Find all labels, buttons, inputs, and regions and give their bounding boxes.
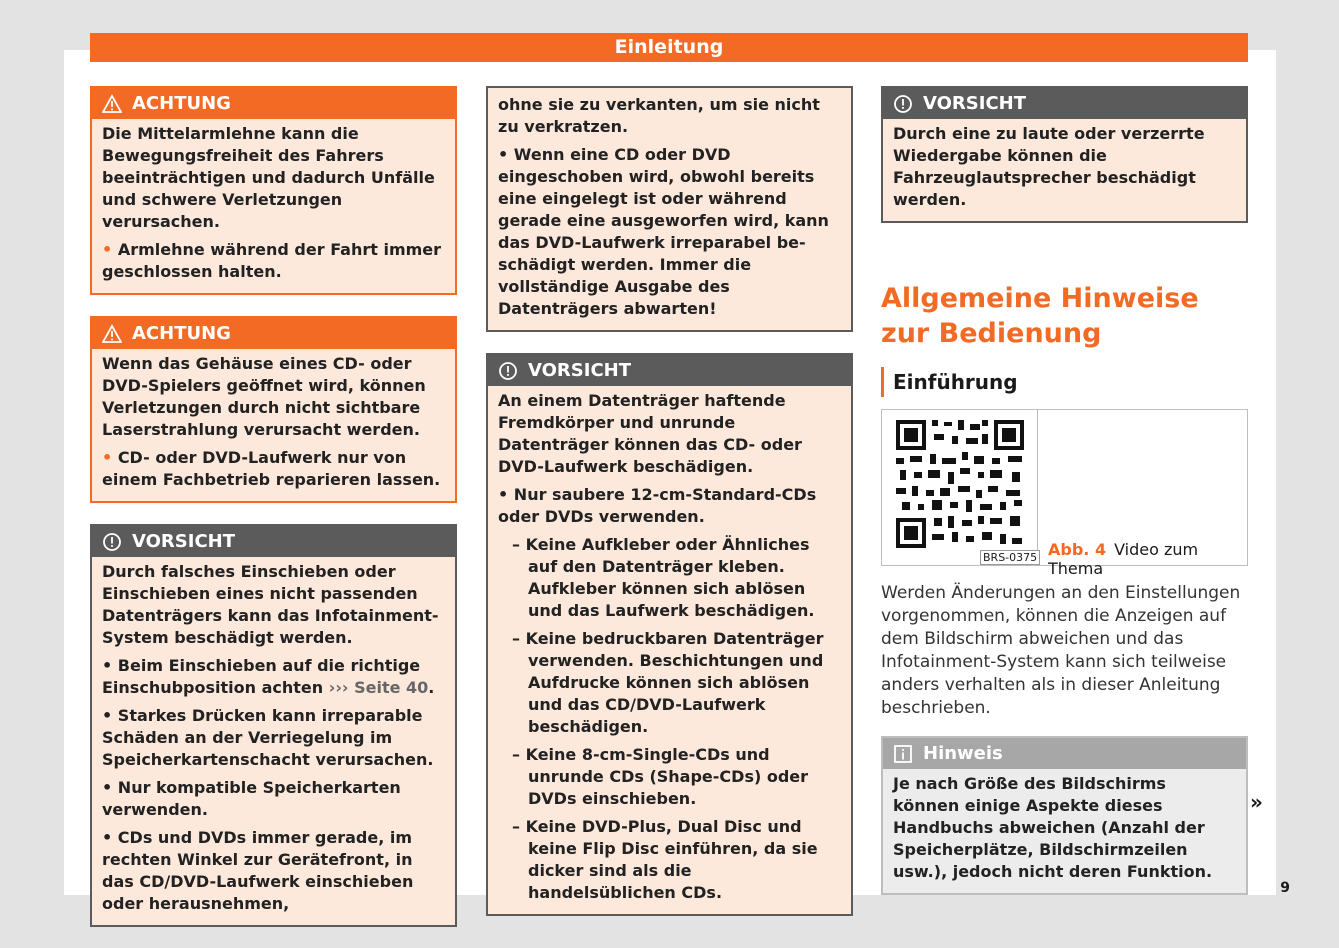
caution-header (92, 526, 455, 557)
note-label: Hinweis (923, 743, 1003, 764)
caution-text: An einem Datenträger haftende Fremdkörper und unrunde Datenträger können das CD- oder DVD-Laufwerk beschädigen. (498, 391, 802, 476)
warning-triangle-icon (102, 94, 122, 114)
warning-text: Wenn das Gehäuse eines CD- oder DVD-Spielers geöffnet wird, können Verletzungen durch nicht sichtbare Laserstrahlung verursacht werden. (102, 354, 426, 439)
caution-text: Durch falsches Einschieben oder Einschieben eines nicht passenden Datenträgers kann das Infotainment-System beschädigt werden. (102, 562, 439, 647)
bullet-item: • Nur kompatible Speicherkarten verwenden. (102, 778, 401, 819)
page-link[interactable]: ››› Seite 40 (328, 678, 429, 697)
caution-header (883, 88, 1246, 119)
bullet-item: • Wenn eine CD oder DVD eingeschoben wird, obwohl bereits eine eingelegt ist oder während gerade eine ausgeworfen wird, kann das DVD-Laufwerk irreparabel beschädigt werden. Immer die vollständige Ausgabe des Datenträgers abwarten! (498, 145, 829, 318)
continued-text: ohne sie zu verkanten, um sie nicht zu verkratzen. (498, 95, 820, 136)
column-3 (881, 86, 1248, 916)
caution-box (486, 353, 853, 916)
warning-text: Die Mittelarmlehne kann die Bewegungsfreiheit des Fahrers beeinträchtigen und dadurch Unfälle und schwere Verletzungen verursachen. (102, 124, 435, 231)
exclamation-circle-icon (498, 361, 518, 381)
note-header (883, 738, 1246, 769)
warning-box (90, 86, 457, 295)
warning-header (92, 88, 455, 119)
figure-caption: Abb. 4 Video zum Thema (1048, 540, 1199, 578)
exclamation-circle-icon (102, 532, 122, 552)
caution-box (90, 524, 457, 927)
page-number: 9 (1280, 880, 1290, 896)
chapter-header: Einleitung (90, 33, 1248, 62)
note-text: Je nach Größe des Bildschirms können einige Aspekte dieses Handbuchs abweichen (Anzahl der Speicherplätze, Bildschirmzeilen usw.), jedoch nicht deren Funktion. (893, 774, 1213, 881)
info-icon (893, 744, 913, 764)
caution-label: VORSICHT (528, 360, 631, 381)
bullet-item: • CDs und DVDs immer gerade, im rechten Winkel zur Gerätefront, in das CD/DVD-Laufwerk einschieben oder herausnehmen, (102, 828, 414, 913)
dash-item: – Keine Aufkleber oder Ähnliches auf den Datenträger kleben. Aufkleber können sich ablösen und das Laufwerk beschädigen. (512, 535, 815, 620)
warning-label: ACHTUNG (132, 93, 231, 114)
dash-item: – Keine bedruckbaren Datenträger verwenden. Beschichtungen und Aufdrucke können sich ablösen und das CD/DVD-Laufwerk beschädigen. (512, 629, 824, 736)
figure-code: BRS-0375 (980, 550, 1040, 565)
note-box (881, 736, 1248, 895)
exclamation-circle-icon (893, 94, 913, 114)
bullet-item: • Nur saubere 12-cm-Standard-CDs oder DVDs verwenden. (498, 485, 817, 526)
section-title: Allgemeine Hinweise zur Bedienung (881, 283, 1199, 349)
warning-box (90, 316, 457, 503)
bullet-item: • Starkes Drücken kann irreparable Schäden an der Verriegelung im Speicherkartenschacht verursachen. (102, 706, 434, 769)
warning-triangle-icon (102, 324, 122, 344)
caution-text: Durch eine zu laute oder verzerrte Wiedergabe können die Fahrzeuglautsprecher beschädigt werden. (893, 124, 1205, 209)
figure (881, 409, 1248, 578)
dash-item: – Keine DVD-Plus, Dual Disc und keine Flip Disc einführen, da sie dicker sind als die handelsüblichen CDs. (512, 817, 818, 902)
body-paragraph: Werden Änderungen an den Einstellungen vorgenommen, können die Anzeigen auf dem Bildschirm abweichen und das Infotainment-System kann sich teilweise anders verhalten als in dieser Anleitung beschrieben. (881, 583, 1241, 718)
column-1 (90, 86, 457, 948)
bullet-item: • CD- oder DVD-Laufwerk nur von einem Fachbetrieb reparieren lassen. (102, 448, 441, 489)
column-2 (486, 86, 853, 937)
bullet-item: • Beim Einschieben auf die richtige Einschubposition achten ››› Seite 40. (102, 656, 435, 697)
caution-label: VORSICHT (923, 93, 1026, 114)
qr-code-icon[interactable] (882, 410, 1038, 565)
caution-header (488, 355, 851, 386)
continue-marker: » (1250, 790, 1263, 814)
bullet-item: • Armlehne während der Fahrt immer geschlossen halten. (102, 240, 442, 281)
warning-header (92, 318, 455, 349)
warning-label: ACHTUNG (132, 323, 231, 344)
caution-box (881, 86, 1248, 223)
dash-item: – Keine 8-cm-Single-CDs und unrunde CDs (Shape-CDs) oder DVDs einschieben. (512, 745, 809, 808)
caution-label: VORSICHT (132, 531, 235, 552)
subsection-title: Einführung (881, 367, 1248, 397)
warning-box-continued (486, 86, 853, 332)
